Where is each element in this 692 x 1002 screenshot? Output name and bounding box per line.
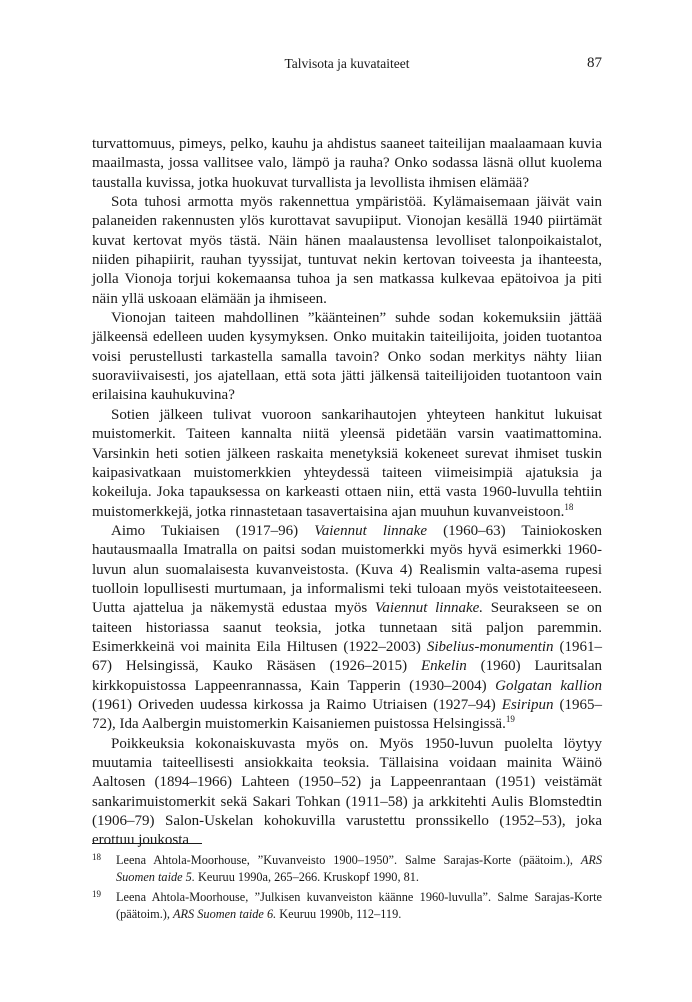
footnote-text: Keuruu 1990b, 112–119. xyxy=(276,906,402,921)
paragraph-text: (1960) Lauritsalan kirkkopuistossa Lappeenrannassa, Kain Tapperin (1930–2004) xyxy=(92,658,603,694)
artwork-title: Esiripun xyxy=(501,696,554,713)
running-title: Talvisota ja kuvataiteet xyxy=(284,56,410,71)
paragraph-text: (1961–67) Helsingissä, Kauko Räsäsen (1926–2015) xyxy=(92,638,602,675)
paragraph-text: Seurakseen se on taiteen historiassa saanut teoksia, jotka tunnetaan sitä paljon paremmin. Esimerkkeinä voi mainita Eila Hiltusen (1922–2003) xyxy=(92,600,602,655)
publication-title: ARS Suomen taide 5. xyxy=(116,853,602,884)
footnote-ref: 19 xyxy=(505,714,515,725)
artwork-title: Sibelius-monumentin xyxy=(426,638,554,655)
paragraph xyxy=(92,309,602,406)
running-head xyxy=(92,56,602,76)
paragraph-text: turvattomuus, pimeys, pelko, kauhu ja ahdistus saaneet taiteilijan maalaamaan kuvia maailmasta, jossa vallitsee valo, lämpö ja rauha? Onko sodassa läsnä ollut kuolema taustalla kuvissa, jotka huokuvat turvallista ja levollista ihmisen elämää? xyxy=(92,136,602,191)
paragraph xyxy=(92,135,602,193)
paragraph-text: Sotien jälkeen tulivat vuoroon sankarihautojen yhteyteen hankitut lukuisat muistomerkit. Taiteen kannalta niitä yleensä pidetään varsin vaatimattomina. Varsinkin heti sotien jälkeen raskaita menetyksiä kokeneet surevat ihmiset tuskin kaipasivatkaan muistomerkkien yhteydessä taiteen viimeisimpiä ajatuksia ja kokeiluja. Joka tapauksessa on karkeasti ottaen niin, että vasta 1960-luvulla tehtiin muistomerkkejä, jotka rinnastetaan tasavertaisina ajan muuhun kuvanveistoon. xyxy=(92,406,602,520)
page-number: 87 xyxy=(587,55,602,71)
paragraph xyxy=(92,193,602,309)
paragraph-text: Vionojan taiteen mahdollinen ”käänteinen” suhde sodan kokemuksiin jättää jälkeensä edelleen uuden kysymyksen. Onko muitakin taiteilijoita, joiden tuotantoa voisi perustellusti tarkastella samalla tavoin? Onko sodan merkitys nähty liian suoraviivaisesti, jos ajatellaan, että sota jätti jälkensä taiteilijoiden tuotantoon vain erilaisina kauhukuvina? xyxy=(92,310,602,404)
footnote-ref: 18 xyxy=(564,501,574,512)
paragraph xyxy=(92,406,602,522)
paragraph-text: (1965–72), Ida Aalbergin muistomerkin Kaisaniemen puistossa Helsingissä. xyxy=(92,696,602,733)
paragraph-text: (1960–63) Tainiokosken hautausmaalla Imatralla on paitsi sodan muistomerkki myös hyvä esimerkki 1960-luvun alun suomalaisesta kuvanveistosta. (Kuva 4) Realismin valta-asema rupesi tuolloin lopullisesti murtumaan, ja informalismi teki tuloaan myös veistotaiteeseen. Uutta ajattelua ja näkemystä edustaa myös xyxy=(92,522,602,617)
artwork-title: Golgatan kallion xyxy=(495,677,602,694)
artwork-title: Vaiennut linnake xyxy=(314,522,427,539)
paragraph-text: Aimo Tukiaisen (1917–96) xyxy=(111,522,315,539)
footnote-text: Leena Ahtola-Moorhouse, ”Kuvanveisto 1900–1950”. Salme Sarajas-Korte (päätoim.), xyxy=(116,853,581,867)
artwork-title: Vaiennut linnake. xyxy=(374,600,484,617)
footnote-number: 18 xyxy=(92,852,101,862)
paragraph-text: (1961) Oriveden uudessa kirkossa ja Raimo Utriaisen (1927–94) xyxy=(92,696,502,713)
footnote-number: 19 xyxy=(92,889,101,899)
footnote-text: Keuruu 1990a, 265–266. Kruskopf 1990, 81. xyxy=(194,869,419,884)
paragraph xyxy=(92,522,602,735)
footnote xyxy=(92,889,602,922)
footnote xyxy=(92,852,602,885)
footnote-text: Leena Ahtola-Moorhouse, ”Julkisen kuvanveiston käänne 1960-luvulla”. Salme Sarajas-Korte (päätoim.), xyxy=(116,890,602,921)
paragraph-text: Sota tuhosi armotta myös rakennettua ympäristöä. Kylämaisemaan jäivät vain palaneiden rakennusten ylös kurottavat savupiiput. Vionojan kesällä 1940 piirtämät kuvat kertovat myös tästä. Näin hänen maalaustensa levolliset talonpoikaistalot, niiden pihapiirit, rauhan tyyssijat, tuntuvat nekin kertovan toiveesta ja ihanteesta, jolla Vionoja torjui kokemaansa tuhoa ja sen matkassa kulkevaa epätoivoa ja piti näin yllä uskoaan elämään ja ihmiseen. xyxy=(92,194,602,307)
publication-title: ARS Suomen taide 6. xyxy=(173,906,277,921)
body-text xyxy=(92,135,602,851)
artwork-title: Enkelin xyxy=(420,658,467,675)
footnote-divider xyxy=(92,843,202,844)
paragraph xyxy=(92,735,602,851)
footnotes xyxy=(92,852,602,926)
paragraph-text: Poikkeuksia kokonaiskuvasta myös on. Myös 1950-luvun puolelta löytyy muutamia taiteellisesti ansiokkaita teoksia. Tällaisina voidaan mainita Wäinö Aaltosen (1894–1966) Lahteen (1950–52) ja Lappeenrantaan (1951) veistämät sankarimuistomerkit sekä Sakari Tohkan (1911–58) ja arkkitehti Aulis Blomstedtin (1906–79) Salon-Uskelan kohokuvilla varustettu pronssikello (1952–53), joka erottuu joukosta xyxy=(92,735,602,849)
